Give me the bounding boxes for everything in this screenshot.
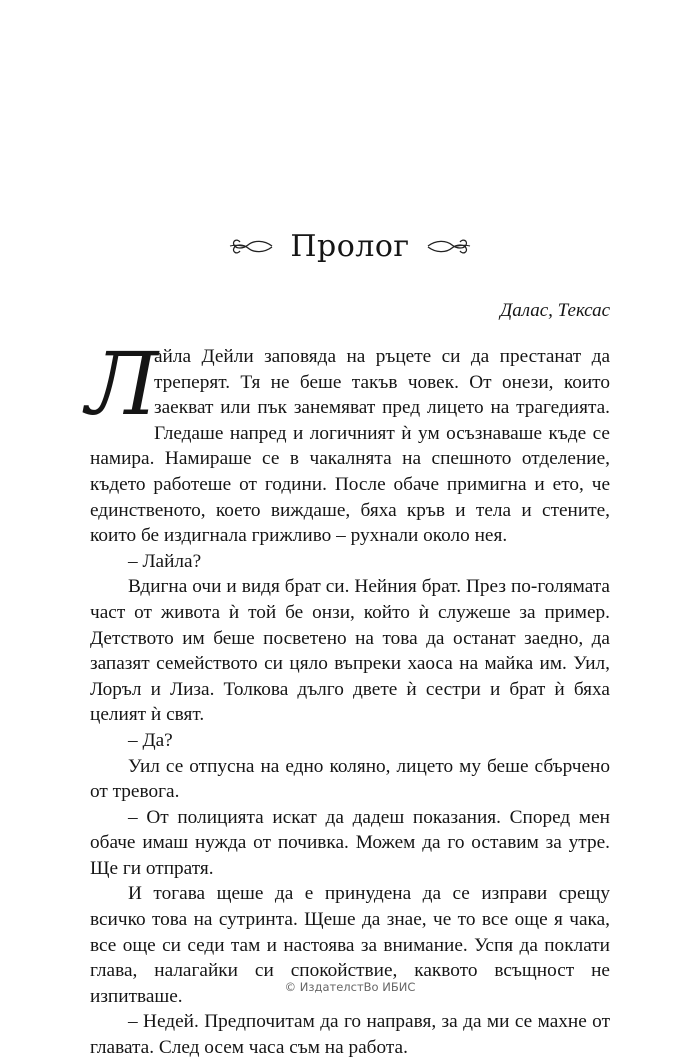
chapter-body <box>86 335 610 1061</box>
paragraph: – Недей. Предпочитам да го направя, за да ми се махне от главата. След осем часа съм на работа. <box>90 1011 610 1059</box>
paragraph: И тогава щеше да е принудена да се изправи срещу всичко това на сутринта. Щеше да знае, че то все още я чака, все още си седи там и настоява за внимание. Успя да поклати глава, налагайки си спокойствие, каквото всъщност не изпитваше. <box>90 883 610 1007</box>
first-paragraph-text: айла Дейли заповяда на ръцете си да престанат да треперят. Тя не беше такъв човек. От онези, които заекват или пък занемяват пред лицето на трагедията. Гледаше напред и логичният ѝ ум осъзнаваше къде се намира. Намираше се в чакалнята на спешното отделение, където работеше от години. После обаче примигна и ето, че единственото, което виждаше, бяха кръв и тела и стените, които бе издигнала грижливо – рухнали около нея. <box>90 346 610 547</box>
flourish-left-icon <box>228 235 274 257</box>
chapter-title: Пролог <box>290 228 410 264</box>
first-paragraph <box>86 335 610 549</box>
paragraph: – Да? <box>128 729 173 751</box>
chapter-heading <box>0 222 700 270</box>
publisher-footer: © ИздателстВо ИБИС <box>284 980 416 994</box>
paragraph: Вдигна очи и видя брат си. Нейния брат. През по-голямата част от живота ѝ той бе онзи, който ѝ служеше за пример. Детството им беше посветено на това да останат заедно, да запазят семейството си цяло въпреки хаоса на майка им. Уил, Лоръл и Лиза. Толкова дълго двете ѝ сестри и брат ѝ бяха целият ѝ свят. <box>90 576 610 726</box>
paragraph: – От полицията искат да дадеш показания. Според мен обаче имаш нужда от почивка. Можем да го оставим за утре. Ще ги отпратя. <box>90 806 610 879</box>
location-line: Далас, Тексас <box>500 300 610 321</box>
paragraph: – Лайла? <box>128 550 202 572</box>
drop-cap: Л <box>86 335 158 435</box>
flourish-right-icon <box>426 235 472 257</box>
paragraph: Уил се отпусна на едно коляно, лицето му беше сбърчено от тревога. <box>90 755 610 803</box>
